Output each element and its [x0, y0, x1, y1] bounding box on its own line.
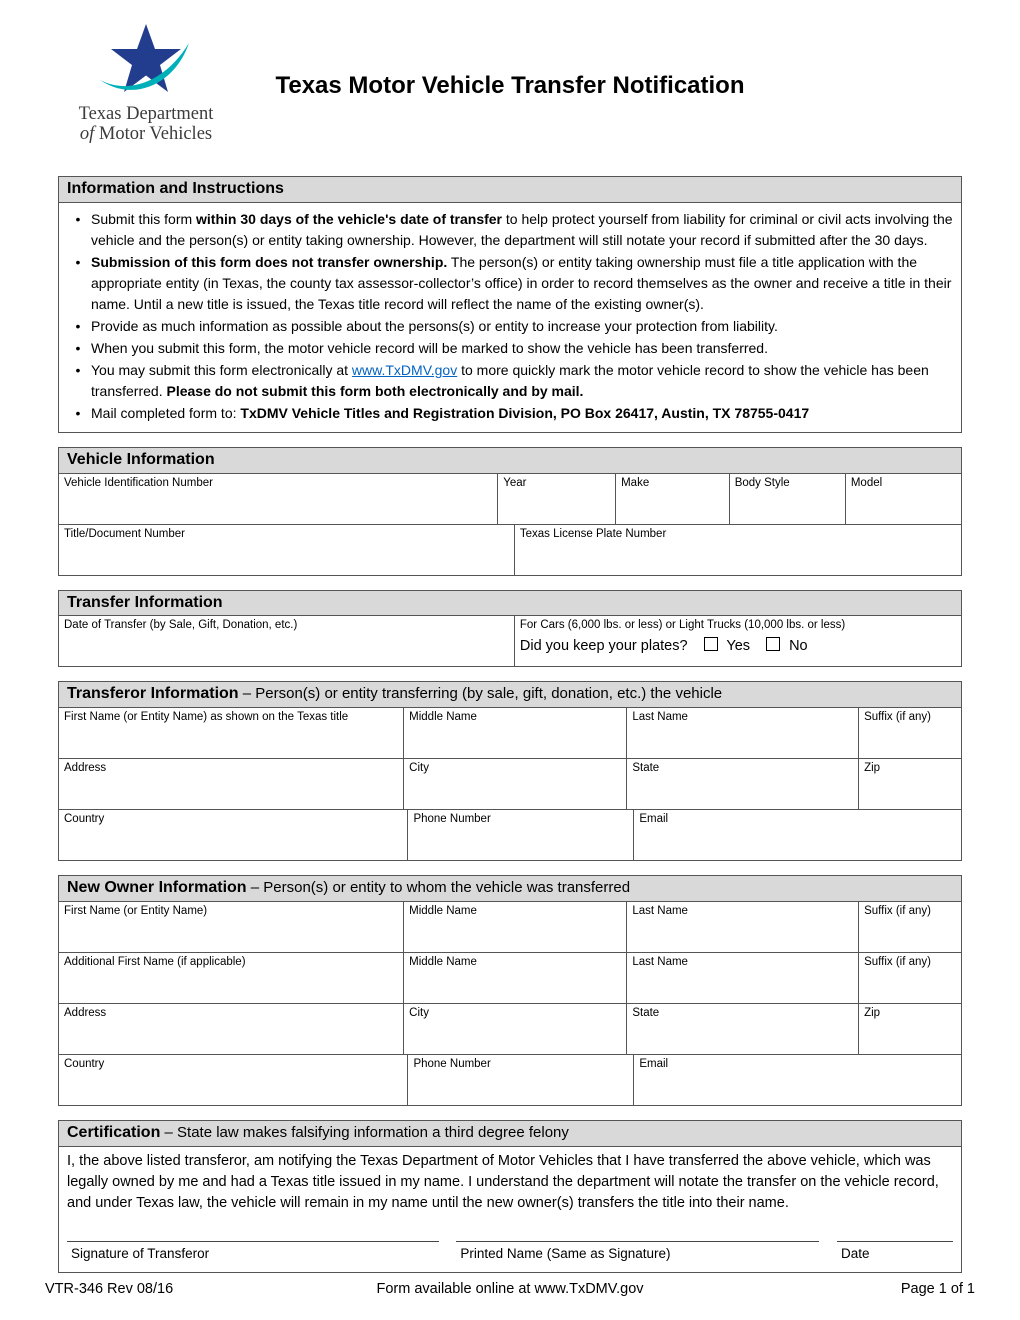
instructions-list — [58, 203, 962, 433]
bullet-segment: Mail completed form to: — [91, 404, 241, 421]
new-owner-header — [58, 875, 962, 902]
bullet-segment: to more quickly mark the motor vehicle record to show the vehicle has been transferred. — [91, 361, 929, 399]
new-owner-zip-label: Zip — [864, 1006, 881, 1019]
instructions-section — [58, 176, 962, 433]
new-owner-phone-field[interactable] — [408, 1055, 634, 1106]
form-header — [0, 0, 1020, 162]
new-owner-first-name-label: First Name (or Entity Name) — [64, 904, 208, 917]
transferor-signature-label: Signature of Transferor — [71, 1245, 210, 1261]
form-number: VTR-346 Rev 08/16 — [45, 1281, 174, 1298]
bullet-segment: Please do not submit this form both electronically and by mail. — [166, 382, 584, 399]
transferor-country-field[interactable] — [59, 810, 408, 861]
make-label: Make — [621, 476, 650, 489]
date-of-transfer-field[interactable] — [59, 616, 515, 667]
transferor-state-field[interactable] — [627, 759, 859, 810]
bullet-text — [91, 360, 953, 402]
printed-name-label: Printed Name (Same as Signature) — [460, 1245, 671, 1261]
transferor-header-suffix: – Person(s) or entity transferring (by sale, gift, donation, etc.) the vehicle — [238, 685, 723, 703]
transferor-zip-label: Zip — [864, 762, 881, 775]
instruction-bullet — [65, 209, 953, 251]
transfer-row — [58, 616, 962, 667]
model-label: Model — [850, 476, 883, 489]
new-owner-country-label: Country — [64, 1057, 105, 1070]
bullet-segment: within 30 days of the vehicle's date of transfer — [196, 210, 503, 227]
txdmv-logo-text — [56, 104, 236, 145]
certification-header-suffix: – State law makes falsifying information a third degree felony — [160, 1123, 569, 1141]
transferor-address-row — [58, 759, 962, 810]
bullet-marker: • — [75, 404, 81, 421]
new-owner-additional-first-name-label: Additional First Name (if applicable) — [64, 955, 246, 968]
title-document-number-label: Title/Document Number — [64, 527, 186, 540]
transferor-header — [58, 681, 962, 708]
transferor-address-label: Address — [64, 762, 107, 775]
signature-date-field[interactable] — [837, 1241, 953, 1264]
logo-motor-vehicles: Motor Vehicles — [98, 124, 213, 145]
footer-availability-note: Form available online at www.TxDMV.gov — [376, 1281, 644, 1298]
date-of-transfer-label: Date of Transfer (by Sale, Gift, Donation, etc.) — [64, 619, 298, 632]
new-owner-additional-name-row — [58, 953, 962, 1004]
transferor-email-label: Email — [639, 813, 669, 826]
transferor-zip-field[interactable] — [859, 759, 962, 810]
new-owner-suffix-label: Suffix (if any) — [864, 904, 931, 917]
transferor-middle-name-field[interactable] — [404, 708, 627, 759]
transferor-email-field[interactable] — [634, 810, 962, 861]
transferor-last-name-label: Last Name — [632, 711, 688, 724]
transferor-city-field[interactable] — [404, 759, 627, 810]
txdmv-website-link[interactable]: www.TxDMV.gov — [351, 361, 458, 378]
new-owner-first-name-field[interactable] — [59, 902, 404, 953]
new-owner-address-field[interactable] — [59, 1004, 404, 1055]
transferor-section — [58, 681, 962, 861]
new-owner-city-label: City — [409, 1006, 429, 1019]
keep-plates-no-label: No — [789, 637, 808, 654]
bullet-segment: When you submit this form, the motor vehicle record will be marked to show the vehicle has been transferred. — [91, 339, 768, 356]
vehicle-info-section — [58, 447, 962, 576]
keep-plates-yes-label: Yes — [726, 637, 751, 654]
vin-label: Vehicle Identification Number — [64, 476, 213, 489]
new-owner-section — [58, 875, 962, 1106]
instruction-bullet — [65, 252, 953, 315]
transfer-info-header: Transfer Information — [58, 590, 962, 617]
license-plate-label: Texas License Plate Number — [519, 527, 667, 540]
keep-plates-question-row — [520, 637, 956, 654]
transferor-first-name-field[interactable] — [59, 708, 404, 759]
transferor-header-bold: Transferor Information — [67, 685, 239, 703]
page-title: Texas Motor Vehicle Transfer Notification — [275, 72, 745, 99]
bullet-segment: Provide as much information as possible about the persons(s) or entity to increase your protection from liability. — [91, 317, 778, 334]
new-owner-phone-label: Phone Number — [413, 1057, 491, 1070]
license-plate-field[interactable] — [515, 525, 962, 576]
bullet-marker: • — [75, 361, 81, 378]
bullet-text — [91, 209, 953, 251]
bullet-segment: Submit this form — [91, 210, 197, 227]
new-owner-suffix-field[interactable] — [859, 902, 962, 953]
instruction-bullet — [65, 360, 953, 402]
vehicle-row-2 — [58, 525, 962, 576]
logo-line1: Texas Department — [78, 104, 214, 124]
new-owner-address-row — [58, 1004, 962, 1055]
instruction-bullet — [65, 316, 953, 337]
certification-header-bold: Certification — [67, 1123, 161, 1141]
model-field[interactable] — [846, 474, 962, 525]
bullet-segment: TxDMV Vehicle Titles and Registration Division, PO Box 26417, Austin, TX 78755-0417 — [240, 404, 810, 421]
vehicle-info-header: Vehicle Information — [58, 447, 962, 474]
bullet-marker: • — [75, 210, 81, 227]
year-label: Year — [503, 476, 527, 489]
make-field[interactable] — [616, 474, 730, 525]
signature-row — [67, 1241, 953, 1267]
transferor-name-row — [58, 708, 962, 759]
new-owner-zip-field[interactable] — [859, 1004, 962, 1055]
keep-plates-question: Did you keep your plates? — [519, 637, 688, 654]
certification-header — [58, 1120, 962, 1147]
new-owner-additional-last-name-field[interactable] — [627, 953, 859, 1004]
new-owner-address-label: Address — [64, 1006, 107, 1019]
new-owner-additional-last-name-label: Last Name — [632, 955, 688, 968]
transferor-state-label: State — [632, 762, 660, 775]
new-owner-middle-name-field[interactable] — [404, 902, 627, 953]
bullet-text — [91, 338, 953, 359]
page-footer — [45, 1281, 975, 1297]
transferor-phone-label: Phone Number — [413, 813, 491, 826]
transferor-address-field[interactable] — [59, 759, 404, 810]
new-owner-additional-middle-name-field[interactable] — [404, 953, 627, 1004]
new-owner-email-field[interactable] — [634, 1055, 962, 1106]
bullet-text — [91, 252, 953, 315]
bullet-text — [91, 403, 953, 424]
new-owner-additional-first-name-field[interactable] — [59, 953, 404, 1004]
logo-line2 — [56, 124, 236, 144]
bullet-segment: to help protect yourself from liability for criminal or civil acts involving the vehicle and the person(s) or entity taking ownership. However, the department will still notate your record if submitted after the 30 days. — [91, 210, 953, 248]
body-style-field[interactable] — [730, 474, 846, 525]
new-owner-country-field[interactable] — [59, 1055, 408, 1106]
certification-statement: I, the above listed transferor, am notifying the Texas Department of Motor Vehicles that I have transferred the above vehicle, which was legally owned by me and had a Texas title issued in my name. I understand the department will notate the transfer on the vehicle record, and under Texas law, the vehicle will remain in my name until the new owner(s) transfers the title into their name. — [67, 1152, 939, 1211]
new-owner-additional-suffix-label: Suffix (if any) — [864, 955, 931, 968]
logo-of: of — [79, 124, 95, 145]
new-owner-city-field[interactable] — [404, 1004, 627, 1055]
new-owner-middle-name-label: Middle Name — [409, 904, 477, 917]
new-owner-email-label: Email — [639, 1057, 669, 1070]
bullet-marker: • — [75, 339, 81, 356]
new-owner-last-name-field[interactable] — [627, 902, 859, 953]
transferor-contact-row — [58, 810, 962, 861]
transferor-city-label: City — [409, 762, 429, 775]
year-field[interactable] — [498, 474, 616, 525]
transferor-suffix-label: Suffix (if any) — [864, 711, 931, 724]
title-document-number-field[interactable] — [59, 525, 515, 576]
instructions-header: Information and Instructions — [58, 176, 962, 203]
transferor-last-name-field[interactable] — [627, 708, 859, 759]
instruction-bullet — [65, 338, 953, 359]
bullet-segment: You may submit this form electronically at — [91, 361, 352, 378]
certification-section — [58, 1120, 962, 1273]
bullet-text — [91, 316, 953, 337]
printed-name-field[interactable] — [456, 1241, 819, 1264]
new-owner-last-name-label: Last Name — [632, 904, 688, 917]
vehicle-row-1 — [58, 474, 962, 525]
new-owner-state-label: State — [632, 1006, 660, 1019]
keep-plates-yes-checkbox[interactable] — [704, 637, 718, 651]
keep-plates-cell — [515, 616, 962, 667]
bullet-marker: • — [75, 253, 81, 270]
vin-field[interactable] — [59, 474, 498, 525]
certification-body — [58, 1147, 962, 1274]
signature-date-label: Date — [840, 1245, 870, 1261]
new-owner-name-row — [58, 902, 962, 953]
transfer-info-section — [58, 590, 962, 668]
bullet-segment: Submission of this form does not transfer ownership. — [91, 253, 448, 270]
bullet-marker: • — [75, 317, 81, 334]
transferor-phone-field[interactable] — [408, 810, 634, 861]
transferor-country-label: Country — [64, 813, 105, 826]
new-owner-additional-middle-name-label: Middle Name — [409, 955, 477, 968]
transferor-signature-field[interactable] — [67, 1241, 439, 1264]
transferor-first-name-label: First Name (or Entity Name) as shown on the Texas title — [64, 711, 349, 724]
new-owner-state-field[interactable] — [627, 1004, 859, 1055]
body-style-label: Body Style — [734, 476, 790, 489]
new-owner-header-bold: New Owner Information — [67, 879, 247, 897]
new-owner-additional-suffix-field[interactable] — [859, 953, 962, 1004]
transferor-middle-name-label: Middle Name — [409, 711, 477, 724]
keep-plates-no-checkbox[interactable] — [766, 637, 780, 651]
bullet-segment: The person(s) or entity taking ownership must file a title application with the appropriate entity (in Texas, the county tax assessor-collector’s office) in order to record themselves as the owner and receive a title in their name. Until a new title is issued, the Texas title record will reflect the name of the existing owner(s). — [91, 253, 952, 312]
cars-light-trucks-label: For Cars (6,000 lbs. or less) or Light Trucks (10,000 lbs. or less) — [519, 619, 846, 632]
new-owner-contact-row — [58, 1055, 962, 1106]
new-owner-header-suffix: – Person(s) or entity to whom the vehicle was transferred — [246, 879, 631, 897]
page-number: Page 1 of 1 — [900, 1281, 975, 1298]
instruction-bullet — [65, 403, 953, 424]
transferor-suffix-field[interactable] — [859, 708, 962, 759]
